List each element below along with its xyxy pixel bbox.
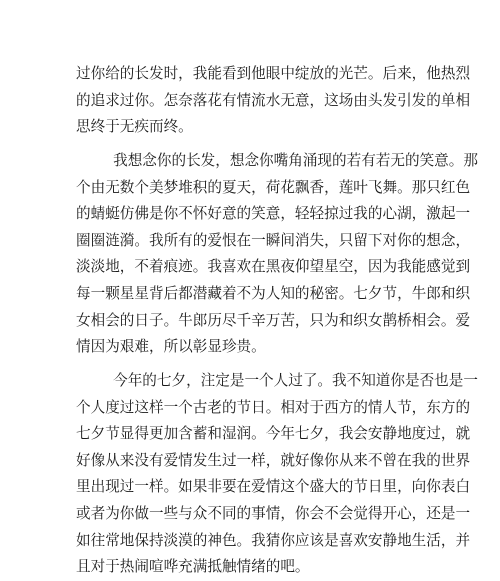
text-line: 女相会的日子。牛郎历尽千辛万苦，只为和织女鹊桥相会。爱 xyxy=(76,311,471,329)
text-line: 的追求过你。怎奈落花有情流水无意，这场由头发引发的单相 xyxy=(76,91,471,109)
text-line: 今年的七夕，注定是一个人过了。我不知道你是否也是一 xyxy=(76,372,478,389)
text-line: 且对于热闹喧哗充满抵触情绪的吧。 xyxy=(76,558,310,576)
paragraph-1 xyxy=(76,61,471,141)
text-line: 好像从来没有爱情发生过一样，就好像你从来不曾在我的世界 xyxy=(76,451,471,469)
text-line: 个人度过这样一个古老的节日。相对于西方的情人节，东方的 xyxy=(76,398,471,416)
paragraph-3 xyxy=(76,368,478,581)
paragraph-2 xyxy=(76,148,478,361)
text-line: 我想念你的长发，想念你嘴角涌现的若有若无的笑意。那 xyxy=(76,152,478,169)
text-line: 七夕节显得更加含蓄和湿润。今年七夕，我会安静地度过，就 xyxy=(76,425,471,443)
text-line: 每一颗星星背后都潜藏着不为人知的秘密。七夕节，牛郎和织 xyxy=(76,284,471,302)
text-line: 圈圈涟漪。我所有的爱恨在一瞬间消失，只留下对你的想念， xyxy=(76,231,471,249)
text-line: 淡淡地，不着痕迹。我喜欢在黑夜仰望星空，因为我能感觉到 xyxy=(76,258,471,276)
text-line: 个由无数个美梦堆积的夏天，荷花飘香，莲叶飞舞。那只红色 xyxy=(76,178,471,196)
text-line: 过你给的长发时，我能看到他眼中绽放的光芒。后来，他热烈 xyxy=(76,65,471,82)
text-line: 里出现过一样。如果非要在爱情这个盛大的节日里，向你表白 xyxy=(76,478,471,496)
text-line: 的蜻蜓仿佛是你不怀好意的笑意，轻轻掠过我的心湖，激起一 xyxy=(76,205,471,223)
text-line: 如往常地保持淡漠的神色。我猜你应该是喜欢安静地生活，并 xyxy=(76,531,471,549)
text-line: 或者为你做一些与众不同的事情，你会不会觉得开心，还是一 xyxy=(76,504,471,522)
text-line: 思终于无疾而终。 xyxy=(76,118,193,136)
text-line: 情因为艰难，所以彰显珍贵。 xyxy=(76,338,266,356)
